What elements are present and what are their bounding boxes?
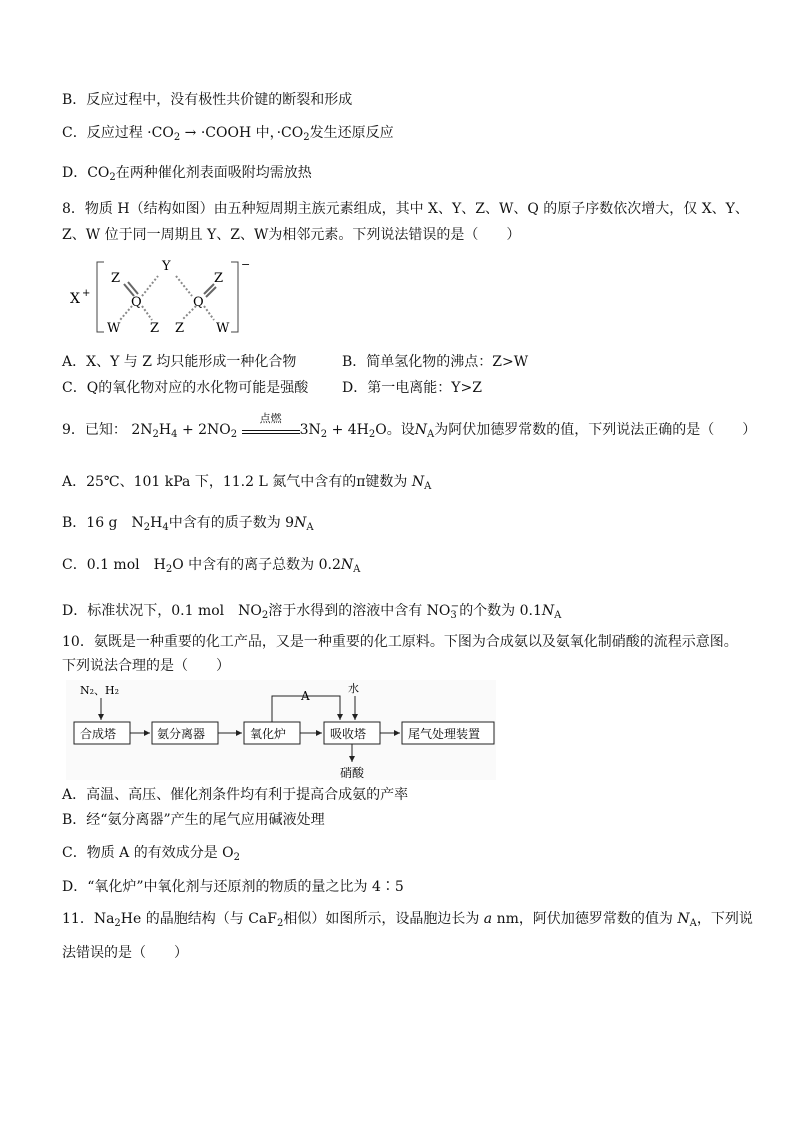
q8-cation: X xyxy=(70,291,80,307)
svg-text:合成塔: 合成塔 xyxy=(80,727,117,741)
q8-stem-line2: Z、W 位于同一周期且 Y、Z、W为相邻元素。下列说法错误的是（ ） xyxy=(62,227,521,243)
q8-stem-line1: 8．物质 H（结构如图）由五种短周期主族元素组成，其中 X、Y、Z、W、Q 的原子序数依次增大，仅 X、Y、 xyxy=(62,201,749,217)
q8-option-a: A．X、Y 与 Z 均只能形成一种化合物 xyxy=(62,354,297,370)
q7-option-d: D．$CO_2$在两种催化剂表面吸附均需放热 xyxy=(62,165,312,183)
q9-option-d: D．标准状况下，0.1 mol $NO_2$溶于水得到的溶液中含有 $NO_3^-$的个数为 $0.1N_A$ xyxy=(62,601,562,621)
q8-option-d: D．第一电离能：Y>Z xyxy=(342,380,482,396)
q10-option-c: C．物质 A 的有效成分是 $O_2$ xyxy=(62,845,241,863)
svg-text:吸收塔: 吸收塔 xyxy=(330,727,367,741)
svg-text:A: A xyxy=(301,689,310,703)
svg-text:W: W xyxy=(107,321,121,336)
q8-option-b: B．简单氢化物的沸点：Z>W xyxy=(342,354,529,370)
q10-option-a: A．高温、高压、催化剂条件均有利于提高合成氨的产率 xyxy=(62,787,409,803)
svg-text:Q: Q xyxy=(131,295,142,310)
q9-option-b: B．16 g $N_2H_4$中含有的质子数为 $9N_A$ xyxy=(62,515,314,533)
q10-option-d: D．“氧化炉”中氧化剂与还原剂的物质的量之比为 4∶5 xyxy=(62,879,404,895)
svg-text:氨分离器: 氨分离器 xyxy=(157,727,206,741)
svg-text:Z: Z xyxy=(150,321,160,336)
svg-text:−: − xyxy=(241,258,251,271)
svg-text:尾气处理装置: 尾气处理装置 xyxy=(408,727,481,741)
q7-option-c: C．反应过程 $\cdot CO_2$ → ·COOH 中，$\cdot CO_2$发生还原反应 xyxy=(62,125,394,143)
q9-option-a: A．25℃、101 kPa 下，11.2 L 氮气中含有的π键数为 $N_A$ xyxy=(62,474,432,492)
q8-option-c: C．Q的氧化物对应的水化物可能是强酸 xyxy=(62,380,309,396)
q10-stem-line2: 下列说法合理的是（ ） xyxy=(62,658,230,674)
q9-reaction-arrow: 点燃 xyxy=(242,421,300,434)
q10-flow-diagram xyxy=(66,680,496,780)
svg-text:+: + xyxy=(82,288,91,299)
svg-text:Z: Z xyxy=(111,271,121,286)
svg-text:Z: Z xyxy=(175,321,185,336)
svg-text:水: 水 xyxy=(348,682,359,695)
svg-text:氧化炉: 氧化炉 xyxy=(250,727,287,741)
q11-stem-line1: 11．$Na_2He$ 的晶胞结构（与 CaF$_2$相似）如图所示，设晶胞边长为 a nm，阿伏加德罗常数的值为 $N_A$，下列说 xyxy=(62,911,753,929)
svg-text:Y: Y xyxy=(162,259,171,274)
q9-stem: 9．已知： $2N_2H_4 + 2NO_2$ 点燃 $3N_2 + 4H_2O$。设$N_A$为阿伏加德罗常数的值，下列说法正确的是（ ） xyxy=(62,412,757,440)
q8-structure-figure xyxy=(64,254,264,342)
svg-text:W: W xyxy=(216,321,230,336)
svg-text:N₂、H₂: N₂、H₂ xyxy=(80,684,120,697)
q11-stem-line2: 法错误的是（ ） xyxy=(62,945,188,961)
svg-text:Z: Z xyxy=(214,271,224,286)
q10-stem-line1: 10．氨既是一种重要的化工产品，又是一种重要的化工原料。下图为合成氨以及氨氧化制硝酸的流程示意图。 xyxy=(62,634,738,650)
svg-text:硝酸: 硝酸 xyxy=(340,766,365,780)
q7-option-b: B．反应过程中，没有极性共价键的断裂和形成 xyxy=(62,92,353,108)
q10-option-b: B．经“氨分离器”产生的尾气应用碱液处理 xyxy=(62,812,325,828)
q9-option-c: C．0.1 mol $H_2O$ 中含有的离子总数为 $0.2N_A$ xyxy=(62,557,361,575)
svg-text:Q: Q xyxy=(193,295,204,310)
